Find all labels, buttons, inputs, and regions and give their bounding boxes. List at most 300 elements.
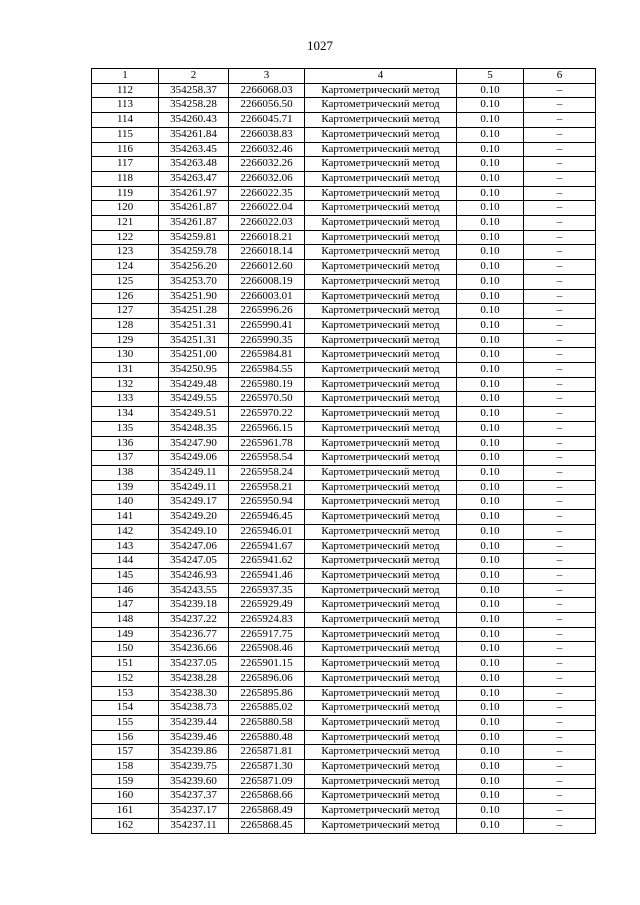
accuracy-cell: 0.10 [457,568,524,583]
table-row [92,98,596,113]
table-row [92,407,596,422]
method-cell: Картометрический метод [305,304,457,319]
x-coordinate-cell: 354259.78 [159,245,229,260]
table-row [92,289,596,304]
method-cell: Картометрический метод [305,201,457,216]
method-cell: Картометрический метод [305,465,457,480]
column-header: 5 [457,69,524,84]
method-cell: Картометрический метод [305,98,457,113]
table-row [92,613,596,628]
method-cell: Картометрический метод [305,583,457,598]
note-cell: – [524,760,596,775]
note-cell: – [524,671,596,686]
method-cell: Картометрический метод [305,142,457,157]
accuracy-cell: 0.10 [457,465,524,480]
method-cell: Картометрический метод [305,230,457,245]
note-cell: – [524,701,596,716]
accuracy-cell: 0.10 [457,230,524,245]
method-cell: Картометрический метод [305,363,457,378]
table-row [92,760,596,775]
note-cell: – [524,260,596,275]
accuracy-cell: 0.10 [457,583,524,598]
x-coordinate-cell: 354253.70 [159,274,229,289]
method-cell: Картометрический метод [305,245,457,260]
accuracy-cell: 0.10 [457,98,524,113]
y-coordinate-cell: 2265980.19 [229,377,305,392]
note-cell: – [524,274,596,289]
table-row [92,686,596,701]
x-coordinate-cell: 354261.87 [159,201,229,216]
accuracy-cell: 0.10 [457,333,524,348]
table-row [92,363,596,378]
accuracy-cell: 0.10 [457,627,524,642]
method-cell: Картометрический метод [305,627,457,642]
point-number-cell: 126 [92,289,159,304]
table-row [92,157,596,172]
note-cell: – [524,524,596,539]
method-cell: Картометрический метод [305,613,457,628]
note-cell: – [524,804,596,819]
x-coordinate-cell: 354237.22 [159,613,229,628]
y-coordinate-cell: 2266022.35 [229,186,305,201]
y-coordinate-cell: 2265958.54 [229,451,305,466]
point-number-cell: 153 [92,686,159,701]
table-row [92,789,596,804]
table-row [92,774,596,789]
point-number-cell: 116 [92,142,159,157]
x-coordinate-cell: 354238.28 [159,671,229,686]
y-coordinate-cell: 2265895.86 [229,686,305,701]
point-number-cell: 151 [92,657,159,672]
point-number-cell: 122 [92,230,159,245]
accuracy-cell: 0.10 [457,804,524,819]
note-cell: – [524,421,596,436]
point-number-cell: 128 [92,318,159,333]
method-cell: Картометрический метод [305,436,457,451]
method-cell: Картометрический метод [305,451,457,466]
accuracy-cell: 0.10 [457,392,524,407]
note-cell: – [524,730,596,745]
column-header: 4 [305,69,457,84]
x-coordinate-cell: 354247.06 [159,539,229,554]
x-coordinate-cell: 354249.10 [159,524,229,539]
method-cell: Картометрический метод [305,348,457,363]
table-row [92,421,596,436]
note-cell: – [524,745,596,760]
y-coordinate-cell: 2265996.26 [229,304,305,319]
page-number: 1027 [307,38,333,53]
x-coordinate-cell: 354258.28 [159,98,229,113]
table-row [92,701,596,716]
point-number-cell: 139 [92,480,159,495]
y-coordinate-cell: 2266003.01 [229,289,305,304]
table-row [92,524,596,539]
point-number-cell: 136 [92,436,159,451]
x-coordinate-cell: 354249.55 [159,392,229,407]
method-cell: Картометрический метод [305,715,457,730]
accuracy-cell: 0.10 [457,127,524,142]
x-coordinate-cell: 354260.43 [159,113,229,128]
y-coordinate-cell: 2266022.03 [229,216,305,231]
x-coordinate-cell: 354263.47 [159,171,229,186]
x-coordinate-cell: 354247.90 [159,436,229,451]
note-cell: – [524,495,596,510]
method-cell: Картометрический метод [305,657,457,672]
method-cell: Картометрический метод [305,289,457,304]
table-row [92,216,596,231]
note-cell: – [524,407,596,422]
note-cell: – [524,568,596,583]
accuracy-cell: 0.10 [457,715,524,730]
method-cell: Картометрический метод [305,186,457,201]
table-row [92,142,596,157]
method-cell: Картометрический метод [305,113,457,128]
accuracy-cell: 0.10 [457,83,524,98]
point-number-cell: 145 [92,568,159,583]
y-coordinate-cell: 2265990.41 [229,318,305,333]
accuracy-cell: 0.10 [457,510,524,525]
point-number-cell: 112 [92,83,159,98]
point-number-cell: 161 [92,804,159,819]
method-cell: Картометрический метод [305,83,457,98]
y-coordinate-cell: 2265984.81 [229,348,305,363]
note-cell: – [524,98,596,113]
point-number-cell: 140 [92,495,159,510]
method-cell: Картометрический метод [305,789,457,804]
accuracy-cell: 0.10 [457,348,524,363]
accuracy-cell: 0.10 [457,657,524,672]
method-cell: Картометрический метод [305,495,457,510]
method-cell: Картометрический метод [305,730,457,745]
x-coordinate-cell: 354249.51 [159,407,229,422]
y-coordinate-cell: 2266038.83 [229,127,305,142]
method-cell: Картометрический метод [305,671,457,686]
accuracy-cell: 0.10 [457,171,524,186]
method-cell: Картометрический метод [305,642,457,657]
y-coordinate-cell: 2266032.46 [229,142,305,157]
note-cell: – [524,230,596,245]
table-header-row [92,69,596,84]
accuracy-cell: 0.10 [457,686,524,701]
point-number-cell: 134 [92,407,159,422]
point-number-cell: 159 [92,774,159,789]
coordinates-table [91,68,596,834]
note-cell: – [524,186,596,201]
method-cell: Картометрический метод [305,598,457,613]
y-coordinate-cell: 2265929.49 [229,598,305,613]
table-row [92,480,596,495]
table-row [92,554,596,569]
x-coordinate-cell: 354261.87 [159,216,229,231]
table-row [92,671,596,686]
column-header: 1 [92,69,159,84]
x-coordinate-cell: 354249.20 [159,510,229,525]
point-number-cell: 152 [92,671,159,686]
note-cell: – [524,318,596,333]
note-cell: – [524,715,596,730]
table-row [92,186,596,201]
y-coordinate-cell: 2265908.46 [229,642,305,657]
note-cell: – [524,436,596,451]
point-number-cell: 144 [92,554,159,569]
x-coordinate-cell: 354239.86 [159,745,229,760]
y-coordinate-cell: 2266008.19 [229,274,305,289]
point-number-cell: 124 [92,260,159,275]
accuracy-cell: 0.10 [457,818,524,833]
method-cell: Картометрический метод [305,377,457,392]
x-coordinate-cell: 354243.55 [159,583,229,598]
table-row [92,539,596,554]
accuracy-cell: 0.10 [457,480,524,495]
accuracy-cell: 0.10 [457,113,524,128]
method-cell: Картометрический метод [305,745,457,760]
y-coordinate-cell: 2265871.30 [229,760,305,775]
table-row [92,230,596,245]
y-coordinate-cell: 2265941.67 [229,539,305,554]
y-coordinate-cell: 2265984.55 [229,363,305,378]
method-cell: Картометрический метод [305,333,457,348]
method-cell: Картометрический метод [305,510,457,525]
point-number-cell: 137 [92,451,159,466]
point-number-cell: 141 [92,510,159,525]
accuracy-cell: 0.10 [457,760,524,775]
point-number-cell: 160 [92,789,159,804]
note-cell: – [524,657,596,672]
y-coordinate-cell: 2265868.66 [229,789,305,804]
table-row [92,730,596,745]
accuracy-cell: 0.10 [457,157,524,172]
note-cell: – [524,377,596,392]
note-cell: – [524,818,596,833]
point-number-cell: 118 [92,171,159,186]
x-coordinate-cell: 354261.84 [159,127,229,142]
accuracy-cell: 0.10 [457,274,524,289]
x-coordinate-cell: 354237.37 [159,789,229,804]
table-row [92,465,596,480]
y-coordinate-cell: 2265871.09 [229,774,305,789]
table-row [92,436,596,451]
x-coordinate-cell: 354247.05 [159,554,229,569]
table-row [92,495,596,510]
point-number-cell: 156 [92,730,159,745]
table-row [92,568,596,583]
table-row [92,245,596,260]
accuracy-cell: 0.10 [457,289,524,304]
point-number-cell: 158 [92,760,159,775]
x-coordinate-cell: 354237.05 [159,657,229,672]
method-cell: Картометрический метод [305,421,457,436]
y-coordinate-cell: 2265958.21 [229,480,305,495]
accuracy-cell: 0.10 [457,730,524,745]
table-row [92,745,596,760]
note-cell: – [524,216,596,231]
accuracy-cell: 0.10 [457,539,524,554]
x-coordinate-cell: 354237.11 [159,818,229,833]
x-coordinate-cell: 354239.18 [159,598,229,613]
point-number-cell: 119 [92,186,159,201]
note-cell: – [524,627,596,642]
point-number-cell: 143 [92,539,159,554]
y-coordinate-cell: 2265937.35 [229,583,305,598]
method-cell: Картометрический метод [305,127,457,142]
y-coordinate-cell: 2265970.50 [229,392,305,407]
table-row [92,510,596,525]
column-header: 6 [524,69,596,84]
x-coordinate-cell: 354246.93 [159,568,229,583]
method-cell: Картометрический метод [305,392,457,407]
x-coordinate-cell: 354239.60 [159,774,229,789]
y-coordinate-cell: 2265961.78 [229,436,305,451]
table-row [92,451,596,466]
x-coordinate-cell: 354251.90 [159,289,229,304]
accuracy-cell: 0.10 [457,260,524,275]
table-row [92,642,596,657]
accuracy-cell: 0.10 [457,524,524,539]
note-cell: – [524,201,596,216]
note-cell: – [524,539,596,554]
table-body [92,83,596,833]
note-cell: – [524,686,596,701]
y-coordinate-cell: 2266032.26 [229,157,305,172]
note-cell: – [524,171,596,186]
note-cell: – [524,142,596,157]
x-coordinate-cell: 354249.48 [159,377,229,392]
table-row [92,627,596,642]
accuracy-cell: 0.10 [457,642,524,657]
accuracy-cell: 0.10 [457,451,524,466]
method-cell: Картометрический метод [305,804,457,819]
accuracy-cell: 0.10 [457,789,524,804]
y-coordinate-cell: 2265950.94 [229,495,305,510]
accuracy-cell: 0.10 [457,216,524,231]
x-coordinate-cell: 354263.48 [159,157,229,172]
x-coordinate-cell: 354256.20 [159,260,229,275]
x-coordinate-cell: 354239.46 [159,730,229,745]
column-header: 3 [229,69,305,84]
method-cell: Картометрический метод [305,216,457,231]
note-cell: – [524,510,596,525]
x-coordinate-cell: 354251.00 [159,348,229,363]
accuracy-cell: 0.10 [457,201,524,216]
x-coordinate-cell: 354251.31 [159,333,229,348]
point-number-cell: 157 [92,745,159,760]
point-number-cell: 138 [92,465,159,480]
note-cell: – [524,83,596,98]
method-cell: Картометрический метод [305,171,457,186]
y-coordinate-cell: 2265990.35 [229,333,305,348]
y-coordinate-cell: 2265901.15 [229,657,305,672]
point-number-cell: 129 [92,333,159,348]
point-number-cell: 148 [92,613,159,628]
x-coordinate-cell: 354236.66 [159,642,229,657]
method-cell: Картометрический метод [305,318,457,333]
accuracy-cell: 0.10 [457,142,524,157]
method-cell: Картометрический метод [305,686,457,701]
x-coordinate-cell: 354263.45 [159,142,229,157]
method-cell: Картометрический метод [305,524,457,539]
accuracy-cell: 0.10 [457,745,524,760]
accuracy-cell: 0.10 [457,363,524,378]
point-number-cell: 135 [92,421,159,436]
point-number-cell: 142 [92,524,159,539]
accuracy-cell: 0.10 [457,598,524,613]
accuracy-cell: 0.10 [457,421,524,436]
x-coordinate-cell: 354239.75 [159,760,229,775]
note-cell: – [524,465,596,480]
note-cell: – [524,480,596,495]
y-coordinate-cell: 2265917.75 [229,627,305,642]
point-number-cell: 133 [92,392,159,407]
point-number-cell: 120 [92,201,159,216]
table-row [92,318,596,333]
method-cell: Картометрический метод [305,554,457,569]
y-coordinate-cell: 2266018.14 [229,245,305,260]
y-coordinate-cell: 2265885.02 [229,701,305,716]
y-coordinate-cell: 2266022.04 [229,201,305,216]
x-coordinate-cell: 354249.06 [159,451,229,466]
x-coordinate-cell: 354248.35 [159,421,229,436]
table-row [92,333,596,348]
table-row [92,348,596,363]
table-row [92,304,596,319]
method-cell: Картометрический метод [305,818,457,833]
y-coordinate-cell: 2266032.06 [229,171,305,186]
x-coordinate-cell: 354251.31 [159,318,229,333]
y-coordinate-cell: 2265966.15 [229,421,305,436]
point-number-cell: 125 [92,274,159,289]
point-number-cell: 154 [92,701,159,716]
y-coordinate-cell: 2265868.45 [229,818,305,833]
note-cell: – [524,774,596,789]
note-cell: – [524,157,596,172]
y-coordinate-cell: 2265924.83 [229,613,305,628]
point-number-cell: 117 [92,157,159,172]
point-number-cell: 131 [92,363,159,378]
table-row [92,598,596,613]
accuracy-cell: 0.10 [457,304,524,319]
table-row [92,804,596,819]
point-number-cell: 150 [92,642,159,657]
table-row [92,377,596,392]
note-cell: – [524,392,596,407]
y-coordinate-cell: 2266012.60 [229,260,305,275]
x-coordinate-cell: 354236.77 [159,627,229,642]
x-coordinate-cell: 354251.28 [159,304,229,319]
note-cell: – [524,363,596,378]
table-row [92,113,596,128]
point-number-cell: 149 [92,627,159,642]
x-coordinate-cell: 354239.44 [159,715,229,730]
point-number-cell: 155 [92,715,159,730]
x-coordinate-cell: 354238.73 [159,701,229,716]
point-number-cell: 130 [92,348,159,363]
point-number-cell: 115 [92,127,159,142]
y-coordinate-cell: 2266045.71 [229,113,305,128]
note-cell: – [524,554,596,569]
accuracy-cell: 0.10 [457,407,524,422]
method-cell: Картометрический метод [305,760,457,775]
accuracy-cell: 0.10 [457,774,524,789]
column-header: 2 [159,69,229,84]
note-cell: – [524,113,596,128]
x-coordinate-cell: 354259.81 [159,230,229,245]
point-number-cell: 147 [92,598,159,613]
point-number-cell: 132 [92,377,159,392]
point-number-cell: 127 [92,304,159,319]
y-coordinate-cell: 2265941.46 [229,568,305,583]
y-coordinate-cell: 2265958.24 [229,465,305,480]
method-cell: Картометрический метод [305,274,457,289]
